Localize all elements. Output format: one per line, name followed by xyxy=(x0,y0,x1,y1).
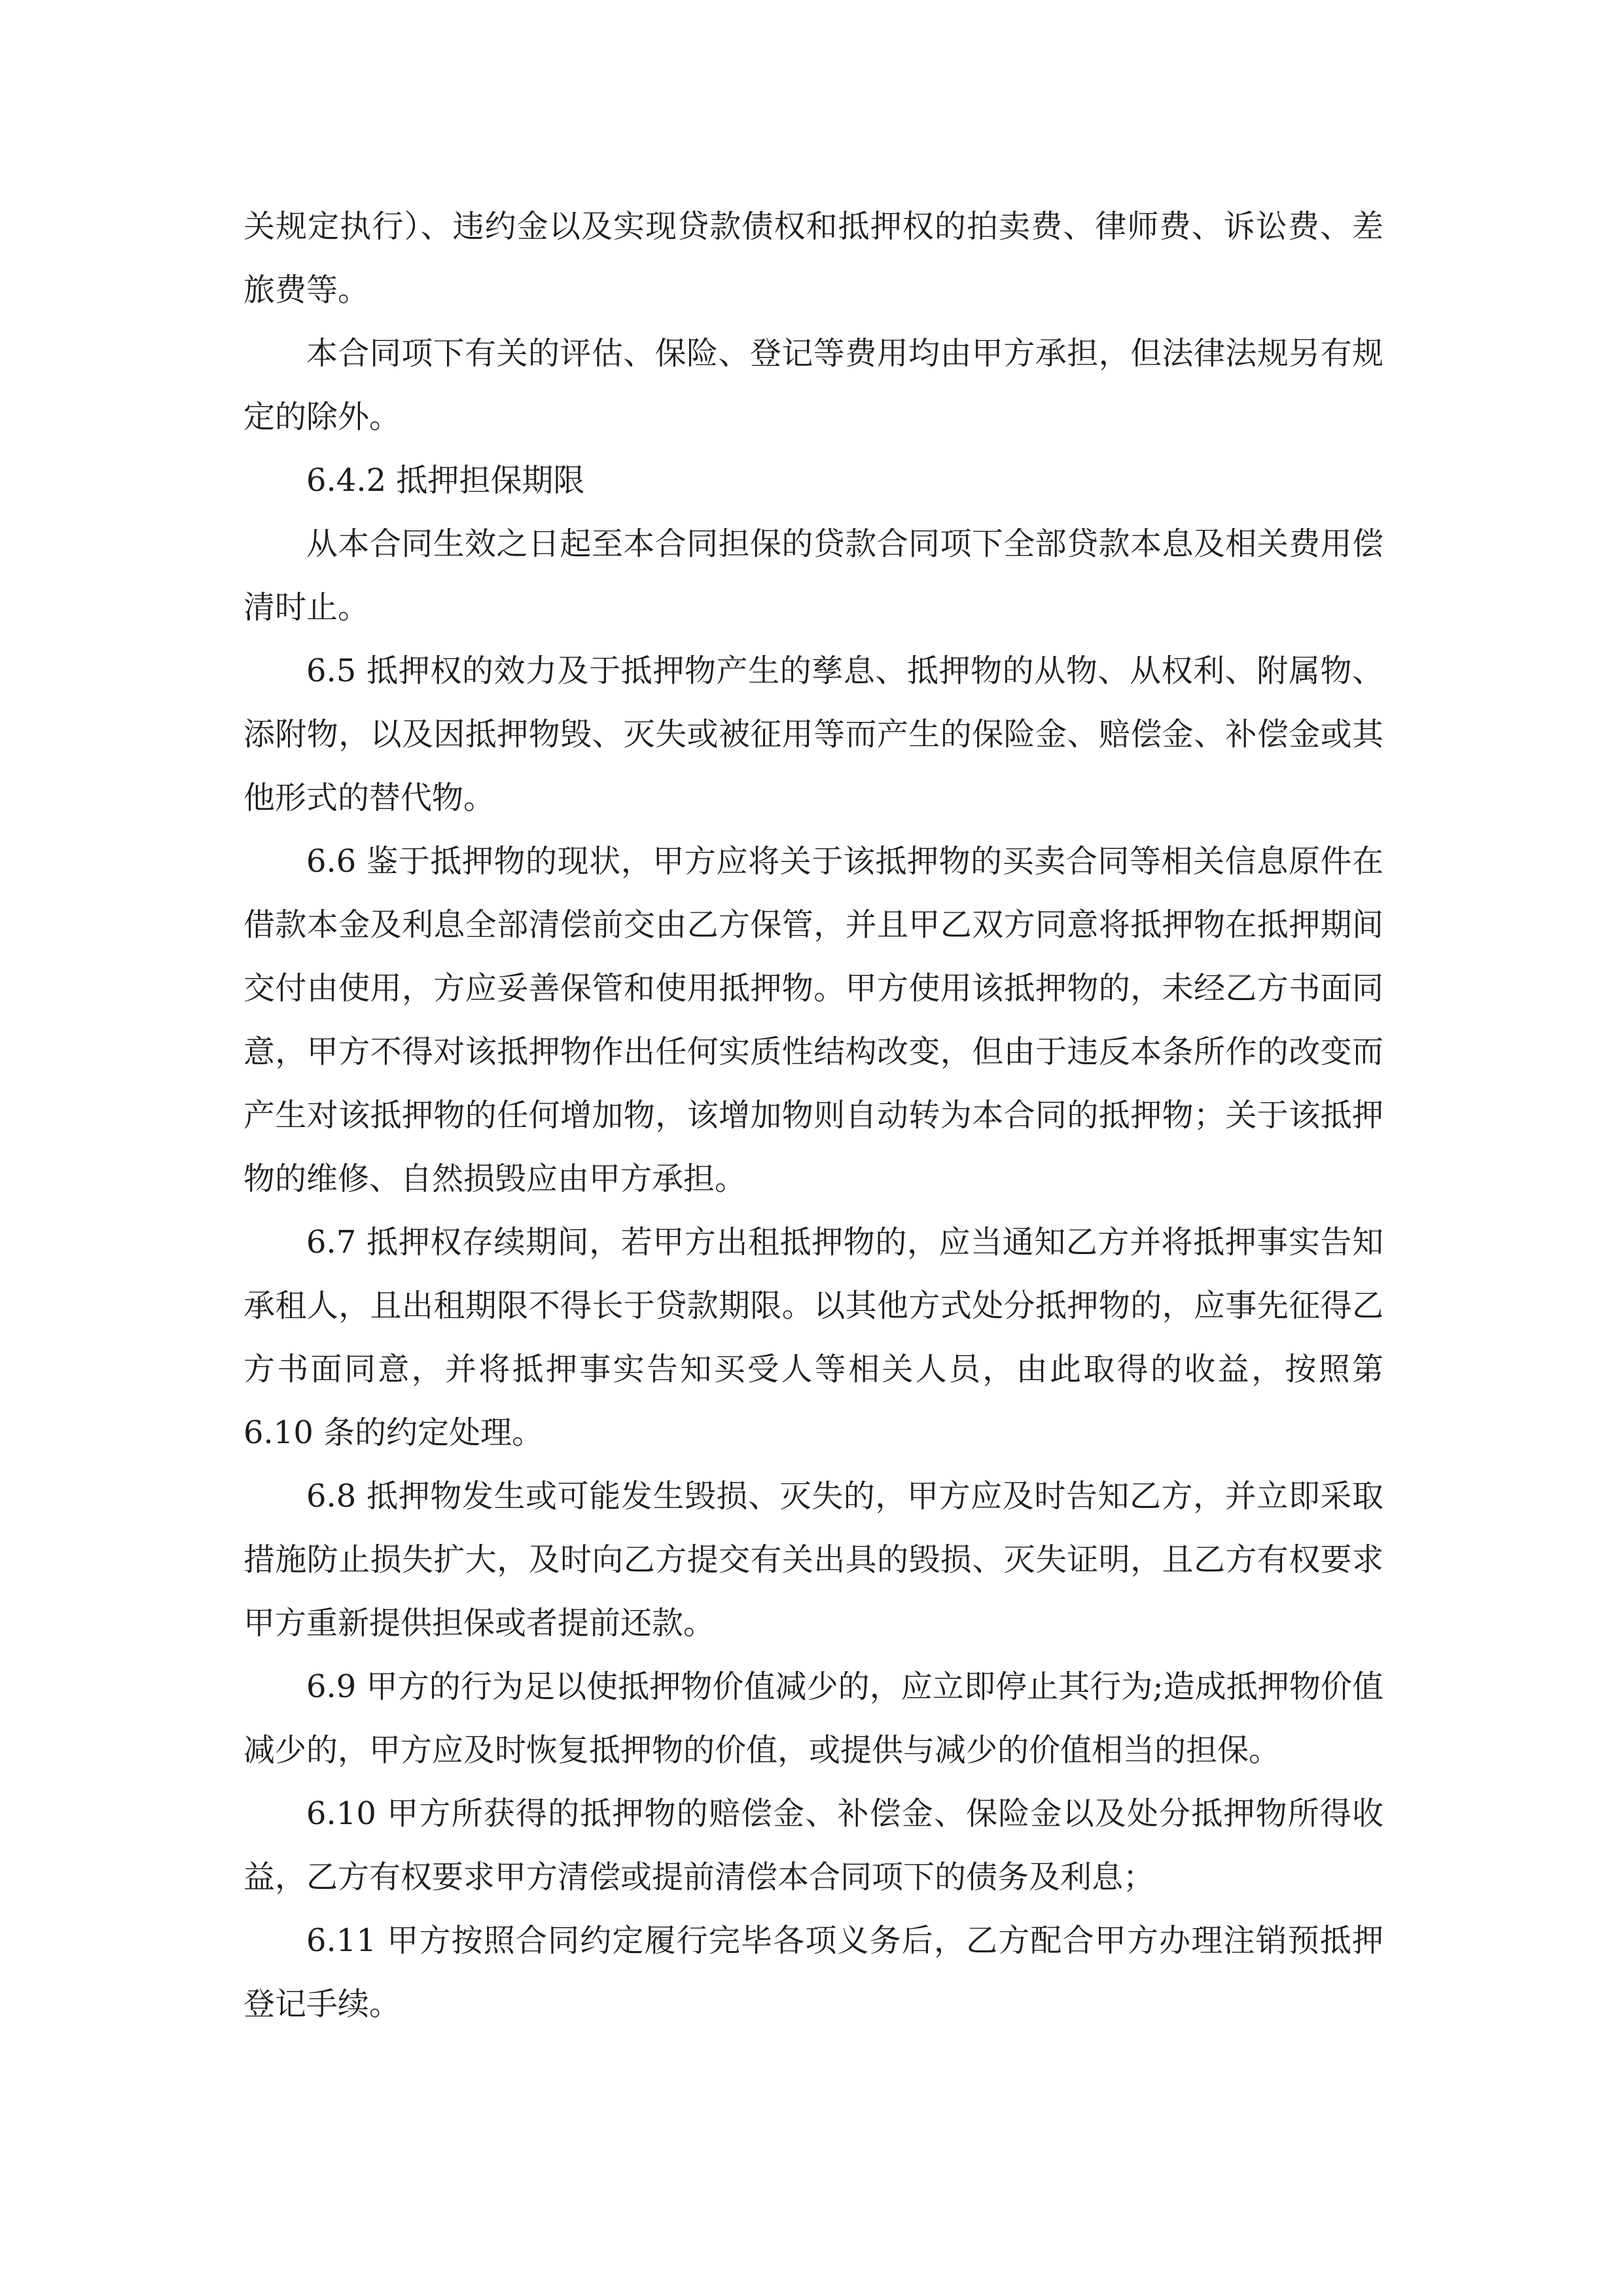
clause-6-8: 6.8 抵押物发生或可能发生毁损、灭失的，甲方应及时告知乙方，并立即采取措施防止损失扩大，及时向乙方提交有关出具的毁损、灭失证明，且乙方有权要求甲方重新提供担保或者提前还款。 xyxy=(243,1478,1383,1641)
clause-6-7: 6.7 抵押权存续期间，若甲方出租抵押物的，应当通知乙方并将抵押事实告知承租人，且出租期限不得长于贷款期限。以其他方式处分抵押物的，应事先征得乙方书面同意，并将抵押事实告知买受人等相关人员，由此取得的收益，按照第 6.10 条的约定处理。 xyxy=(243,1224,1383,1451)
clause-6-10: 6.10 甲方所获得的抵押物的赔偿金、补偿金、保险金以及处分抵押物所得收益，乙方有权要求甲方清偿或提前清偿本合同项下的债务及利息； xyxy=(243,1795,1383,1895)
clause-6-9: 6.9 甲方的行为足以使抵押物价值减少的，应立即停止其行为;造成抵押物价值减少的，甲方应及时恢复抵押物的价值，或提供与减少的价值相当的担保。 xyxy=(243,1668,1383,1768)
paragraph-continuation: 关规定执行）、违约金以及实现贷款债权和抵押权的拍卖费、律师费、诉讼费、差旅费等。 xyxy=(243,208,1383,308)
paragraph-6-4-2-body: 从本合同生效之日起至本合同担保的贷款合同项下全部贷款本息及相关费用偿清时止。 xyxy=(243,526,1383,626)
clause-6-5: 6.5 抵押权的效力及于抵押物产生的孳息、抵押物的从物、从权利、附属物、添附物，以及因抵押物毁、灭失或被征用等而产生的保险金、赔偿金、补偿金或其他形式的替代物。 xyxy=(243,653,1383,816)
clause-6-6: 6.6 鉴于抵押物的现状，甲方应将关于该抵押物的买卖合同等相关信息原件在借款本金及利息全部清偿前交由乙方保管，并且甲乙双方同意将抵押物在抵押期间交付由使用，方应妥善保管和使用抵押物。甲方使用该抵押物的，未经乙方书面同意，甲方不得对该抵押物作出任何实质性结构改变，但由于违反本条所作的改变而产生对该抵押物的任何增加物，该增加物则自动转为本合同的抵押物；关于该抵押物的维修、自然损毁应由甲方承担。 xyxy=(243,843,1383,1197)
paragraph-fees: 本合同项下有关的评估、保险、登记等费用均由甲方承担，但法律法规另有规定的除外。 xyxy=(243,335,1383,435)
document-body xyxy=(243,195,1383,2036)
section-heading-6-4-2: 6.4.2 抵押担保期限 xyxy=(306,462,585,499)
clause-6-11: 6.11 甲方按照合同约定履行完毕各项义务后，乙方配合甲方办理注销预抵押登记手续。 xyxy=(243,1922,1383,2022)
